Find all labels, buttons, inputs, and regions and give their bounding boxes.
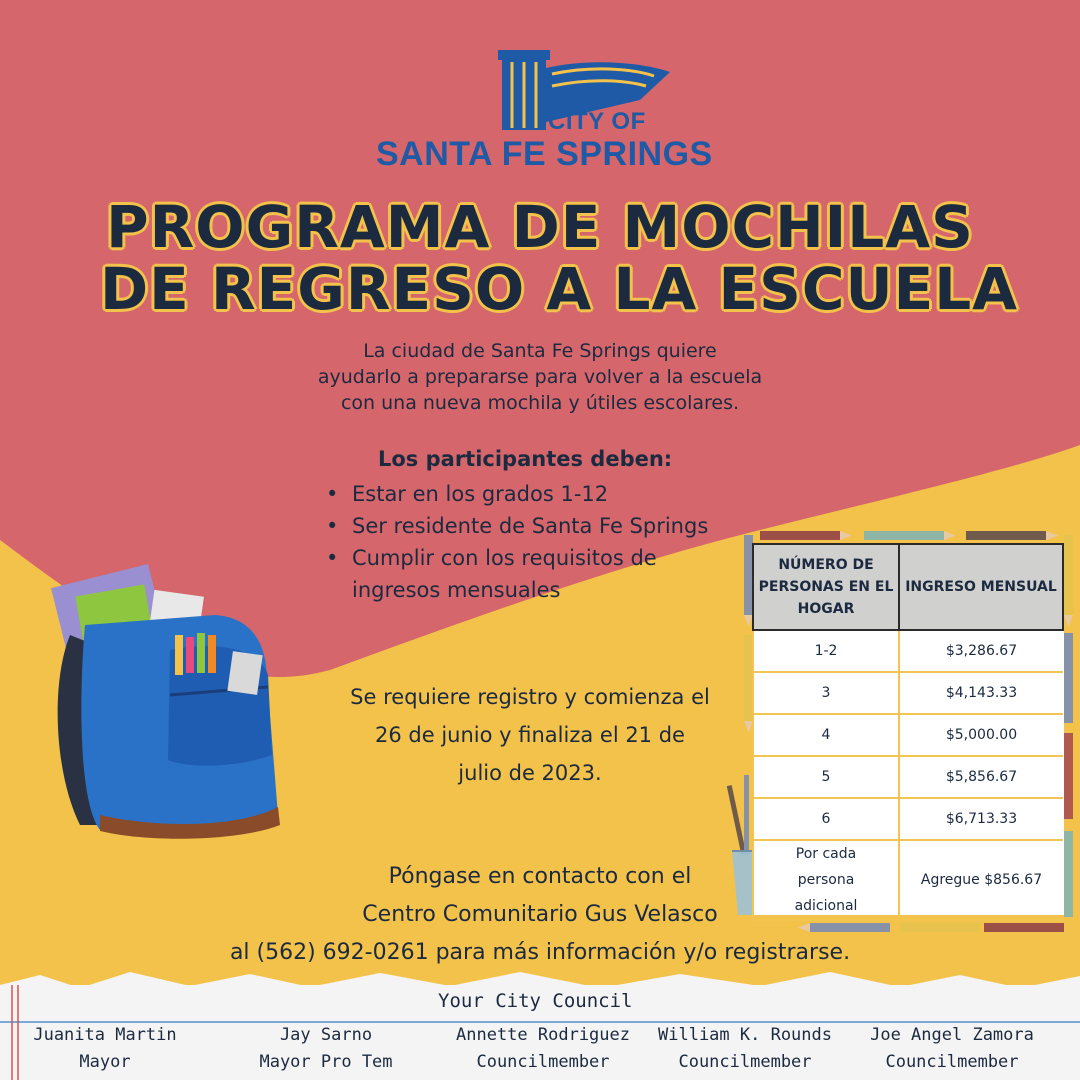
cell-income: $5,000.00 [899, 714, 1063, 756]
registration-line-1: Se requiere registro y comienza el [350, 685, 710, 709]
council-member-name: Jay Sarno [279, 1025, 373, 1045]
city-logo-emblem-icon [370, 40, 710, 140]
cell-persons: 5 [753, 756, 899, 798]
intro-line-3: con una nueva mochila y útiles escolares. [340, 392, 740, 414]
logo-city-of: CITY OF [548, 108, 646, 135]
city-logo [370, 40, 713, 180]
page-title [100, 193, 1019, 323]
council-member-role: Mayor [79, 1052, 131, 1072]
page-title-line-2: DE REGRESO A LA ESCUELA [100, 255, 1019, 323]
list-item: • Estar en los grados 1-12 [322, 478, 752, 510]
cell-income: $5,856.67 [899, 756, 1063, 798]
contact-text [150, 858, 930, 972]
table-row [753, 630, 1063, 672]
list-item: • Ser residente de Santa Fe Springs [322, 510, 752, 542]
cell-persons: Por cada persona adicional [753, 840, 899, 920]
cell-persons: 4 [753, 714, 899, 756]
intro-text [270, 338, 810, 416]
list-item: • Cumplir con los requisitos de ingresos mensuales [322, 542, 722, 606]
column-header-income: INGRESO MENSUAL [899, 544, 1063, 630]
participants-title: Los participantes deben: [378, 447, 673, 471]
council-member-name: Juanita Martin [33, 1025, 177, 1045]
cell-income: Agregue $856.67 [899, 840, 1063, 920]
cell-persons: 3 [753, 672, 899, 714]
cell-income: $4,143.33 [899, 672, 1063, 714]
column-header-persons: NÚMERO DE PERSONAS EN EL HOGAR [753, 544, 899, 630]
table-row [753, 798, 1063, 840]
table-row [753, 672, 1063, 714]
cell-income: $3,286.67 [899, 630, 1063, 672]
table-row [753, 756, 1063, 798]
cell-income: $6,713.33 [899, 798, 1063, 840]
contact-line-3: al (562) 692-0261 para más información y/o registrarse. [229, 940, 851, 965]
intro-line-1: La ciudad de Santa Fe Springs quiere [363, 340, 717, 362]
registration-text [310, 678, 750, 792]
logo-city-name: SANTA FE SPRINGS [376, 135, 713, 173]
council-member-role: Councilmember [885, 1052, 1019, 1072]
council-member-name: Joe Angel Zamora [870, 1025, 1034, 1045]
page-title-line-1: PROGRAMA DE MOCHILAS [106, 193, 974, 261]
council-member [22, 1022, 188, 1076]
council-member [228, 1022, 424, 1076]
city-council-footer [0, 982, 1080, 1080]
backpack-illustration [40, 545, 290, 845]
requirements-list [322, 478, 752, 606]
table-row [753, 714, 1063, 756]
council-member-name: Annette Rodriguez [456, 1025, 630, 1045]
council-member-role: Mayor Pro Tem [259, 1052, 393, 1072]
intro-line-2: ayudarlo a prepararse para volver a la escuela [317, 366, 763, 388]
registration-line-3: julio de 2023. [458, 761, 602, 785]
council-member [854, 1022, 1050, 1076]
council-member-role: Councilmember [476, 1052, 610, 1072]
cell-persons: 1-2 [753, 630, 899, 672]
table-header-row [753, 544, 1063, 630]
contact-line-2: Centro Comunitario Gus Velasco [362, 902, 718, 927]
contact-line-1: Póngase en contacto con el [388, 864, 692, 889]
council-member-role: Councilmember [678, 1052, 812, 1072]
council-member-name: William K. Rounds [658, 1025, 832, 1045]
cell-persons: 6 [753, 798, 899, 840]
council-title: Your City Council [438, 990, 633, 1012]
council-member [440, 1022, 646, 1076]
council-member [650, 1022, 840, 1076]
registration-line-2: 26 de junio y finaliza el 21 de [375, 723, 685, 747]
